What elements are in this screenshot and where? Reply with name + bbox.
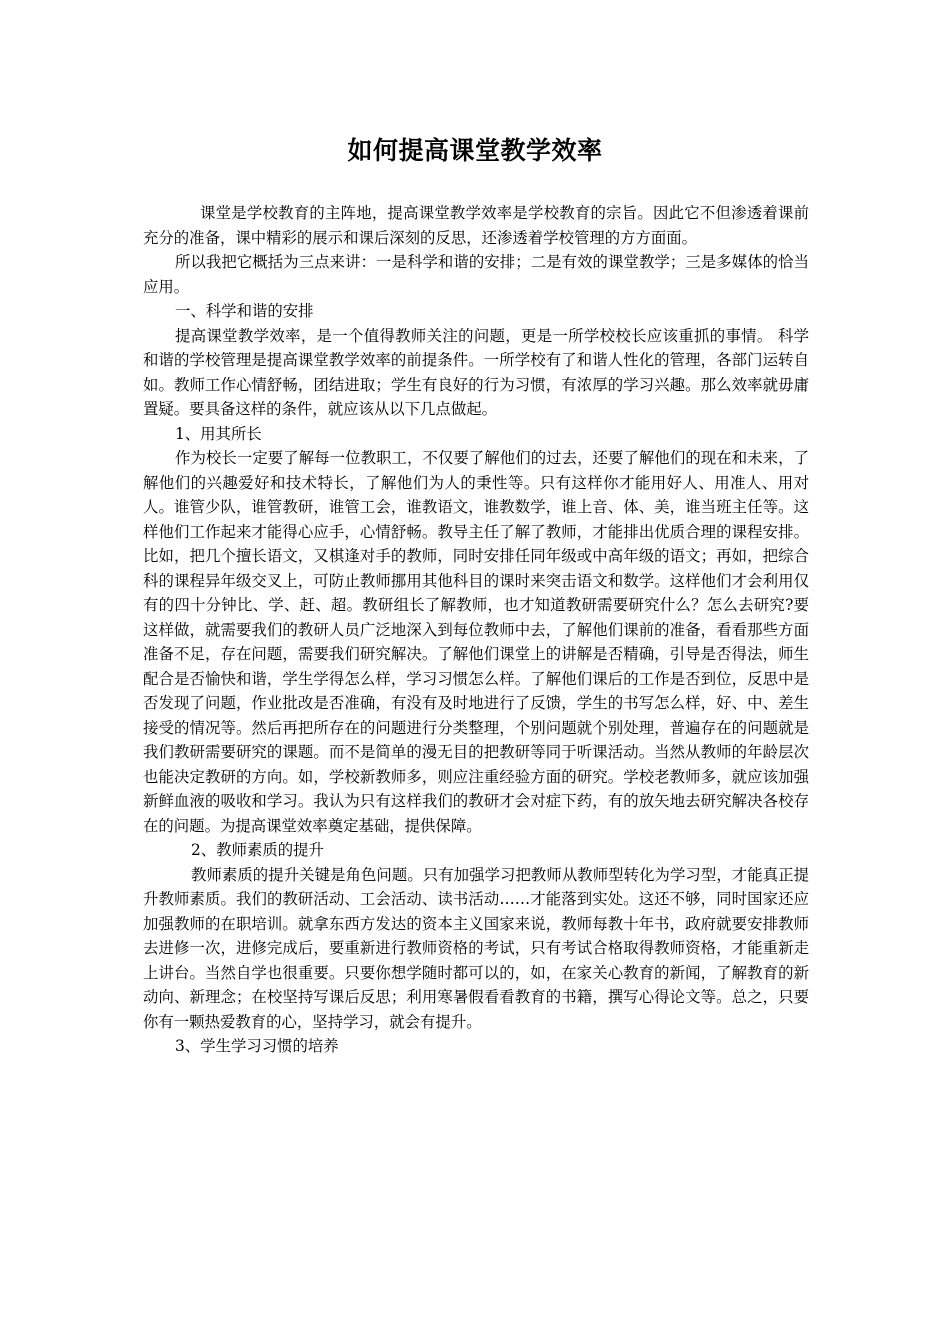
body-paragraph: 教师素质的提升关键是角色问题。只有加强学习把教师从教师型转化为学习型，才能真正提升教师素质。我们的教研活动、工会活动、读书活动……才能落到实处。这还不够，同时国家还应加强教师的在职培训。就拿东西方发达的资本主义国家来说，教师每教十年书，政府就要安排教师去进修一次，进修完成后，要重新进行教师资格的考试，只有考试合格取得教师资格，才能重新走上讲台。当然自学也很重要。只要你想学随时都可以的，如，在家关心教育的新闻，了解教育的新动向、新理念；在校坚持写课后反思；利用寒暑假看看教育的书籍，撰写心得论文等。总之，只要你有一颗热爱教育的心，坚持学习，就会有提升。: [143, 865, 809, 1031]
document-title: 如何提高课堂教学效率: [347, 136, 603, 165]
body-paragraph: 作为校长一定要了解每一位教职工，不仅要了解他们的过去，还要了解他们的现在和未来，了解他们的兴趣爱好和技术特长，了解他们为人的秉性等。只有这样你才能用好人、用准人、用对人。谁管少队，谁管教研，谁管工会，谁教语文，谁教数学，谁上音、体、美，谁当班主任等。这样他们工作起来才能得心应手，心情舒畅。教导主任了解了教师，才能排出优质合理的课程安排。比如，把几个擅长语文，又棋逢对手的教师，同时安排任同年级或中高年级的语文；再如，把综合科的课程异年级交叉上，可防止教师挪用其他科目的课时来突击语文和数学。这样他们才会利用仅有的四十分钟比、学、赶、超。教研组长了解教师，也才知道教研需要研究什么？怎么去研究?要这样做，就需要我们的教研人员广泛地深入到每位教师中去，了解他们课前的准备，看看那些方面准备不足，存在问题，需要我们研究解决。了解他们课堂上的讲解是否精确，引导是否得法，师生配合是否愉快和谐，学生学得怎么样，学习习惯怎么样。了解他们课后的工作是否到位，反思中是否发现了问题，作业批改是否准确，有没有及时地进行了反馈，学生的书写怎么样，好、中、差生接受的情况等。然后再把所存在的问题进行分类整理，个别问题就个别处理，普遍存在的问题就是我们教研需要研究的课题。而不是简单的漫无目的把教研等同于听课活动。当然从教师的年龄层次也能决定教研的方向。如，学校新教师多，则应注重经验方面的研究。学校老教师多，就应该加强新鲜血液的吸收和学习。我认为只有这样我们的教研才会对症下药，有的放矢地去研究解决各校存在的问题。为提高课堂效率奠定基础，提供保障。: [143, 449, 809, 835]
body-paragraph: 2、教师素质的提升: [191, 841, 324, 859]
body-paragraph: 1、用其所长: [175, 424, 262, 443]
body-paragraph: 3、学生学习习惯的培养: [175, 1037, 339, 1055]
body-paragraph: 一、科学和谐的安排: [175, 302, 314, 320]
body-paragraph: 所以我把它概括为三点来讲：一是科学和谐的安排；二是有效的课堂教学；三是多媒体的恰当应用。: [143, 253, 809, 296]
body-paragraph: 提高课堂教学效率，是一个值得教师关注的问题，更是一所学校校长应该重抓的事情。 科学和谐的学校管理是提高课堂教学效率的前提条件。一所学校有了和谐人性化的管理，各部门运转自如。教师工作心情舒畅，团结进取；学生有良好的行为习惯，有浓厚的学习兴趣。那么效率就毋庸置疑。要具备这样的条件，就应该从以下几点做起。: [143, 326, 809, 418]
body-paragraph: 课堂是学校教育的主阵地，提高课堂教学效率是学校教育的宗旨。因此它不但渗透着课前充分的准备，课中精彩的展示和课后深刻的反思，还渗透着学校管理的方方面面。: [143, 204, 809, 247]
document-body: [143, 201, 809, 1059]
